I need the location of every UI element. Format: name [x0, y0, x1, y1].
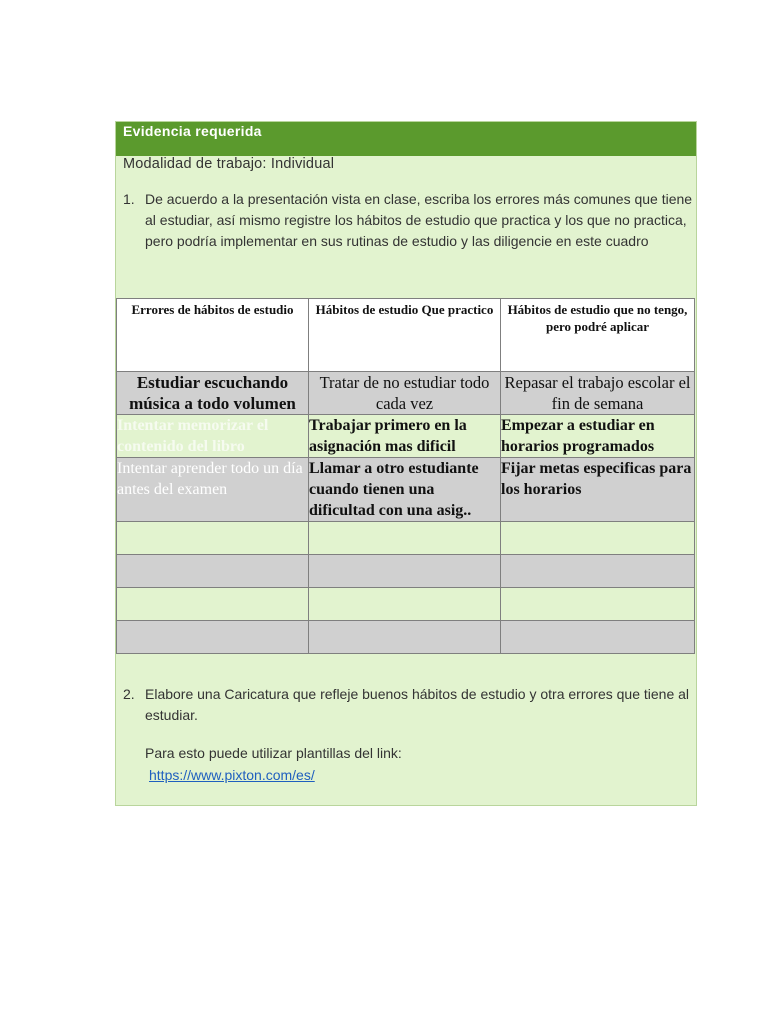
- panel-title: Evidencia requerida: [123, 123, 262, 139]
- column-header-practice: Hábitos de estudio Que practico: [309, 299, 501, 372]
- table-row: [117, 372, 695, 415]
- empty-cell[interactable]: [501, 522, 695, 555]
- empty-cell[interactable]: [117, 555, 309, 588]
- table-header-row: [117, 299, 695, 372]
- empty-cell[interactable]: [501, 621, 695, 654]
- empty-cell[interactable]: [501, 588, 695, 621]
- table-cell[interactable]: Repasar el trabajo escolar el fin de semana: [501, 372, 695, 415]
- empty-table-row: [117, 555, 695, 588]
- item-text: Elabore una Caricatura que refleje buenos hábitos de estudio y otra errores que tiene al estudiar.: [145, 686, 690, 723]
- table-cell[interactable]: Intentar aprender todo un día antes del examen: [117, 458, 309, 522]
- empty-table-row: [117, 588, 695, 621]
- table-cell[interactable]: Estudiar escuchando música a todo volumen: [117, 372, 309, 415]
- item-number: 2.: [123, 686, 135, 702]
- item-text: De acuerdo a la presentación vista en clase, escriba los errores más comunes que tiene al estudiar, así mismo registre los hábitos de estudio que practica y los que no practica, pero podría implementar en sus rutinas de estudio y las diligencie en este cuadro: [145, 191, 693, 249]
- item-number: 1.: [123, 191, 135, 207]
- empty-cell[interactable]: [117, 621, 309, 654]
- empty-cell[interactable]: [309, 555, 501, 588]
- table-row: [117, 415, 695, 458]
- pixton-link[interactable]: https://www.pixton.com/es/: [149, 767, 315, 783]
- work-mode-label: Modalidad de trabajo: Individual: [123, 156, 335, 172]
- empty-cell[interactable]: [309, 588, 501, 621]
- empty-cell[interactable]: [309, 621, 501, 654]
- habits-table: [116, 298, 695, 654]
- table-cell[interactable]: Llamar a otro estudiante cuando tienen una dificultad con una asig..: [309, 458, 501, 522]
- empty-cell[interactable]: [117, 588, 309, 621]
- table-cell[interactable]: Intentar memorizar el contenido del libro: [117, 415, 309, 458]
- table-cell[interactable]: Tratar de no estudiar todo cada vez: [309, 372, 501, 415]
- template-hint-text: Para esto puede utilizar plantillas del link:: [145, 745, 402, 761]
- table-cell[interactable]: Empezar a estudiar en horarios programados: [501, 415, 695, 458]
- panel-header: [116, 122, 696, 156]
- empty-cell[interactable]: [309, 522, 501, 555]
- table-cell[interactable]: Fijar metas especificas para los horarios: [501, 458, 695, 522]
- evidence-panel: [115, 121, 697, 806]
- empty-cell[interactable]: [117, 522, 309, 555]
- empty-table-row: [117, 621, 695, 654]
- empty-table-row: [117, 522, 695, 555]
- column-header-errors: Errores de hábitos de estudio: [117, 299, 309, 372]
- column-header-apply: Hábitos de estudio que no tengo, pero podré aplicar: [501, 299, 695, 372]
- table-cell[interactable]: Trabajar primero en la asignación mas dificil: [309, 415, 501, 458]
- empty-cell[interactable]: [501, 555, 695, 588]
- table-row: [117, 458, 695, 522]
